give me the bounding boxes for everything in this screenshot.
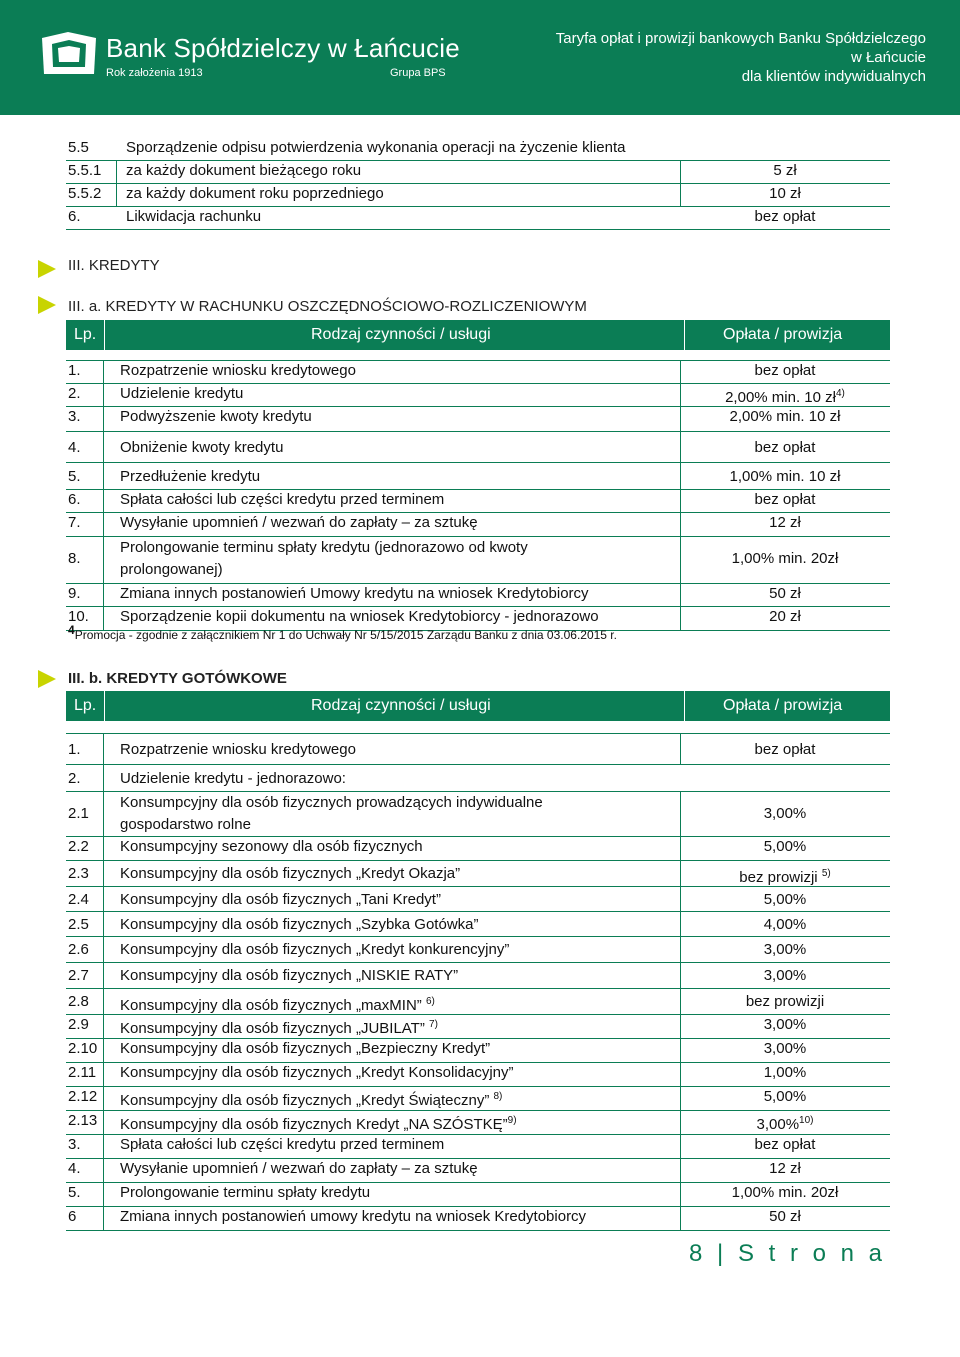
row-fee: 5,00% (763, 891, 807, 908)
footnote-ref: 4) (835, 388, 845, 399)
row-fee: bez opłat (754, 439, 816, 456)
row-fee: 10 zł (769, 185, 801, 202)
row-fee: 50 zł (769, 1208, 801, 1225)
row-lp: 6 (68, 1208, 77, 1225)
row-lp: 2.9 (68, 1016, 89, 1033)
cash-credit-fee-table (66, 691, 890, 1231)
table-row (66, 1087, 890, 1111)
row-fee: 5 zł (773, 162, 797, 179)
title-line: w Łańcucie (850, 49, 926, 66)
table-row (66, 384, 890, 407)
row-name: Konsumpcyjny dla osób fizycznych prowadzących indywidualne gospodarstwo rolne (120, 794, 543, 833)
table-row (66, 184, 890, 207)
table-row (66, 1159, 890, 1183)
row-fee: 3,00% (763, 805, 807, 822)
row-fee: 1,00% min. 20zł (731, 1184, 839, 1201)
row-lp: 2.8 (68, 993, 89, 1010)
row-name: Sporządzenie odpisu potwierdzenia wykonania operacji na życzenie klienta (126, 139, 626, 156)
table-row (66, 537, 890, 584)
table-row (66, 407, 890, 432)
row-name: Udzielenie kredytu - jednorazowo: (120, 770, 346, 787)
row-name: Konsumpcyjny dla osób fizycznych Kredyt „NA SZÓSTKĘ”$^{9)}$ (120, 1115, 517, 1133)
table-row (66, 490, 890, 513)
row-fee: 5,00% (763, 838, 807, 855)
section-title-credits: III. KREDYTY (68, 257, 160, 274)
row-fee: 4,00% (763, 916, 807, 933)
row-fee: 3,00% (763, 941, 807, 958)
footnote-ref: 7) (429, 1019, 438, 1030)
title-line: Taryfa opłat i prowizji bankowych Banku Spółdzielczego (555, 30, 926, 47)
row-fee: 12 zł (769, 1160, 801, 1177)
row-lp: 5.5.1 (68, 162, 102, 179)
row-name: Konsumpcyjny dla osób fizycznych „Kredyt Konsolidacyjny” (120, 1064, 514, 1081)
table-row (66, 463, 890, 490)
row-lp: 5.5 (68, 139, 89, 156)
footnote-mark: 4 (68, 623, 75, 637)
table-row (66, 989, 890, 1015)
footnote-ref: 9) (507, 1115, 517, 1126)
row-name: Rozpatrzenie wniosku kredytowego (120, 741, 356, 758)
row-lp: 2.7 (68, 967, 89, 984)
row-fee: bez opłat (754, 1136, 816, 1153)
header-name: Rodzaj czynności / usługi (311, 326, 491, 343)
header-lp: Lp. (74, 697, 97, 714)
row-fee: 5,00% (763, 1088, 807, 1105)
row-name: Konsumpcyjny dla osób fizycznych „Bezpieczny Kredyt” (120, 1040, 491, 1057)
row-name: Rozpatrzenie wniosku kredytowego (120, 362, 356, 379)
top-fee-table (66, 138, 890, 230)
table-row (66, 1111, 890, 1135)
row-lp: 5. (68, 1184, 81, 1201)
row-fee: bez opłat (754, 491, 816, 508)
table-row (66, 207, 890, 230)
table-row (66, 584, 890, 607)
header-name: Rodzaj czynności / usługi (311, 697, 491, 714)
row-fee: 1,00% (763, 1064, 807, 1081)
table-row (66, 765, 890, 792)
row-name: za każdy dokument bieżącego roku (126, 162, 362, 179)
row-name: Konsumpcyjny dla osób fizycznych „Szybka Gotówka” (120, 916, 479, 933)
row-fee: bez opłat (754, 741, 816, 758)
row-fee: bez opłat (754, 208, 816, 225)
row-lp: 2.10 (68, 1040, 98, 1057)
table-row (66, 138, 890, 161)
row-fee: 20 zł (769, 608, 801, 625)
document-title (556, 29, 926, 86)
row-lp: 2.5 (68, 916, 89, 933)
row-lp: 2. (68, 385, 81, 402)
header-fee: Opłata / prowizja (723, 326, 843, 343)
table-row (66, 1207, 890, 1231)
row-lp: 4. (68, 439, 81, 456)
row-lp: 5.5.2 (68, 185, 102, 202)
table-row (66, 937, 890, 963)
page-header (0, 0, 960, 115)
row-fee: 1,00% min. 10 zł (729, 468, 841, 485)
section-arrow-icon (36, 258, 58, 280)
row-name: Sporządzenie kopii dokumentu na wniosek Kredytobiorcy - jednorazowo (120, 608, 599, 625)
row-name: Udzielenie kredytu (120, 385, 244, 402)
header-lp: Lp. (74, 326, 97, 343)
bank-group: Grupa BPS (390, 67, 446, 79)
table-row (66, 513, 890, 537)
row-lp: 2. (68, 770, 81, 787)
table-header (66, 320, 890, 350)
row-fee: bez prowizji (745, 993, 825, 1010)
table-row (66, 837, 890, 861)
section-arrow-icon (36, 668, 58, 690)
row-lp: 8. (68, 550, 81, 567)
section-title-b: III. b. KREDYTY GOTÓWKOWE (68, 670, 287, 687)
row-name: Konsumpcyjny dla osób fizycznych „Kredyt Okazja” (120, 865, 461, 882)
row-lp: 2.6 (68, 941, 89, 958)
section-title-a: III. a. KREDYTY W RACHUNKU OSZCZĘDNOŚCIOWO-ROZLICZENIOWYM (68, 298, 587, 315)
row-fee: bez opłat (754, 362, 816, 379)
table-header (66, 691, 890, 721)
section-arrow-icon (36, 294, 58, 316)
credit-account-fee-table (66, 320, 890, 631)
row-fee: 3,00%$^{10)}$ (756, 1115, 814, 1133)
row-lp: 4. (68, 1160, 81, 1177)
row-lp: 6. (68, 491, 81, 508)
row-name: Konsumpcyjny dla osób fizycznych „Kredyt Świąteczny” $^{8)}$ (120, 1091, 503, 1109)
bank-founded: Rok założenia 1913 (106, 67, 203, 79)
footnote-ref: 8) (493, 1091, 503, 1102)
row-name: Spłata całości lub części kredytu przed terminem (120, 491, 445, 508)
row-name: Wysyłanie upomnień / wezwań do zapłaty – za sztukę (120, 1160, 478, 1177)
table-row (66, 792, 890, 837)
row-fee: 1,00% min. 20zł (731, 550, 839, 567)
table-row (66, 861, 890, 887)
bank-name: Bank Spółdzielczy w Łańcucie (106, 33, 460, 63)
table-row (66, 887, 890, 912)
row-lp: 2.1 (68, 805, 89, 822)
row-name: Konsumpcyjny dla osób fizycznych „Kredyt konkurencyjny” (120, 941, 510, 958)
row-lp: 2.2 (68, 838, 89, 855)
row-name: Spłata całości lub części kredytu przed terminem (120, 1136, 445, 1153)
row-lp: 7. (68, 514, 81, 531)
row-lp: 3. (68, 408, 81, 425)
row-name: Przedłużenie kredytu (120, 468, 261, 485)
bank-logo-icon (38, 30, 100, 78)
title-line: dla klientów indywidualnych (741, 68, 926, 85)
row-fee: 3,00% (763, 1040, 807, 1057)
row-name: Konsumpcyjny dla osób fizycznych „NISKIE RATY” (120, 967, 459, 984)
row-lp: 2.12 (68, 1088, 98, 1105)
row-lp: 10. (68, 608, 89, 625)
row-name: Zmiana innych postanowień Umowy kredytu na wniosek Kredytobiorcy (120, 585, 589, 602)
row-fee: 2,00% min. 10 zł (729, 408, 841, 425)
footnote-ref: 6) (425, 996, 435, 1007)
footnote-ref: 10) (799, 1115, 814, 1126)
row-lp: 2.4 (68, 891, 89, 908)
table-row (66, 1015, 890, 1039)
table-row (66, 161, 890, 184)
footnote-text: Promocja - zgodnie z załącznikiem Nr 1 do Uchwały Nr 5/15/2015 Zarządu Banku z dnia 03.06.2015 r. (74, 628, 617, 642)
row-lp: 2.3 (68, 865, 89, 882)
row-name: Zmiana innych postanowień umowy kredytu na wniosek Kredytobiorcy (120, 1208, 587, 1225)
row-fee: 12 zł (769, 514, 801, 531)
row-name: Obniżenie kwoty kredytu (120, 439, 284, 456)
table-row (66, 361, 890, 384)
table-row (66, 734, 890, 765)
table-row (66, 1135, 890, 1159)
row-lp: 1. (68, 362, 81, 379)
row-lp: 2.13 (68, 1112, 98, 1129)
footnote-ref: 5) (821, 868, 831, 879)
table-row (66, 912, 890, 937)
row-lp: 1. (68, 741, 81, 758)
row-name: Prolongowanie terminu spłaty kredytu (jednorazowo od kwoty prolongowanej) (120, 539, 528, 578)
header-fee: Opłata / prowizja (723, 697, 843, 714)
table-row (66, 963, 890, 989)
table-row (66, 432, 890, 463)
table-row (66, 1063, 890, 1087)
footnote (68, 623, 617, 642)
row-name: Prolongowanie terminu spłaty kredytu (120, 1184, 371, 1201)
row-name: Wysyłanie upomnień / wezwań do zapłaty – za sztukę (120, 514, 478, 531)
row-name: Konsumpcyjny dla osób fizycznych „JUBILAT” $^{7)}$ (120, 1019, 438, 1037)
table-row (66, 1039, 890, 1063)
row-fee: 3,00% (763, 1016, 807, 1033)
row-name: za każdy dokument roku poprzedniego (126, 185, 384, 202)
row-lp: 9. (68, 585, 81, 602)
row-name: Podwyższenie kwoty kredytu (120, 408, 312, 425)
row-fee: 3,00% (763, 967, 807, 984)
row-lp: 6. (68, 208, 81, 225)
row-fee: bez prowizji $^{5)}$ (739, 868, 831, 886)
row-name: Likwidacja rachunku (126, 208, 262, 225)
row-name: Konsumpcyjny sezonowy dla osób fizycznych (120, 838, 423, 855)
row-name: Konsumpcyjny dla osób fizycznych „maxMIN” $^{6)}$ (120, 996, 435, 1014)
row-lp: 3. (68, 1136, 81, 1153)
row-fee: 50 zł (769, 585, 801, 602)
row-fee: 2,00% min. 10 $zł^{4)}$ (725, 388, 845, 406)
row-lp: 5. (68, 468, 81, 485)
table-row (66, 1183, 890, 1207)
row-name: Konsumpcyjny dla osób fizycznych „Tani Kredyt” (120, 891, 441, 908)
row-lp: 2.11 (68, 1064, 97, 1081)
page-number: 8 | S t r o n a (689, 1240, 886, 1267)
